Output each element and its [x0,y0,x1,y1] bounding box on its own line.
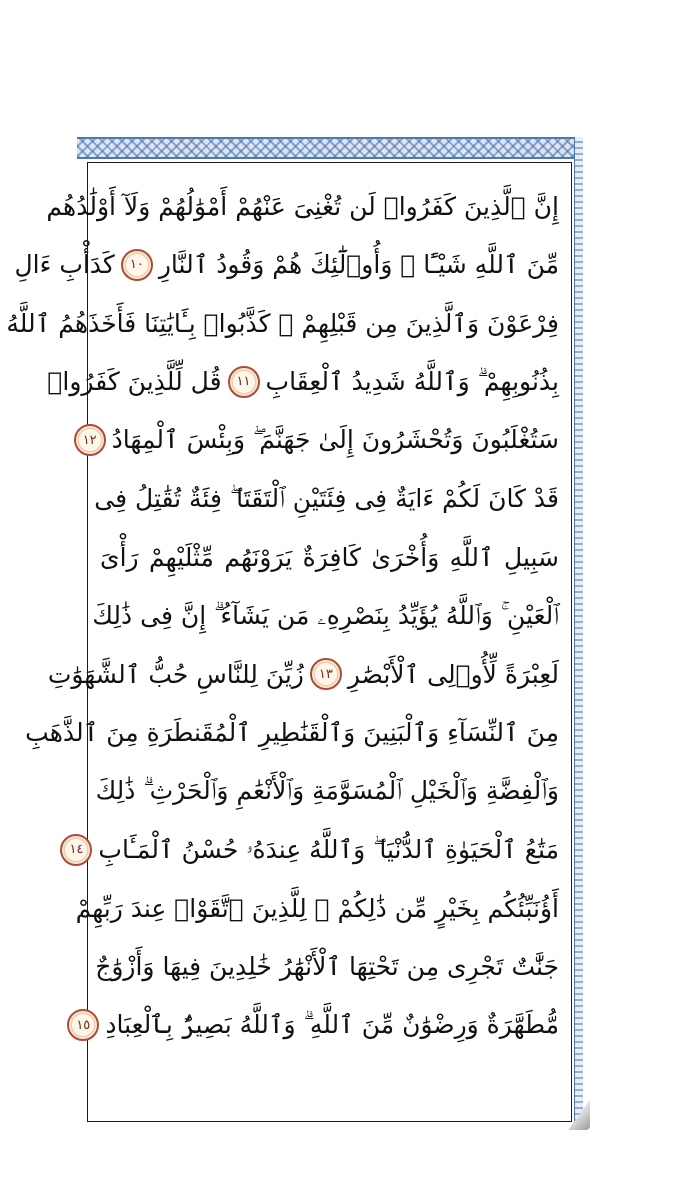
ayah-number-marker: ١٢ [74,424,106,456]
text-line-10 [25,704,559,763]
text-line-14 [95,938,559,997]
text-line-1 [46,177,559,236]
text-line-9 [47,645,559,704]
line-text-after: قُل لِّلَّذِينَ كَفَرُوا۟ [47,367,222,397]
line-text-after: كَدَأْبِ ءَالِ [14,250,115,280]
ayah-number-marker: ١٤ [60,834,92,866]
line-text: وَٱلْفِضَّةِ وَٱلْخَيْلِ ٱلْمُسَوَّمَةِ وَٱلْأَنْعَٰمِ وَٱلْحَرْثِ ۗ ذَٰلِكَ [95,776,559,806]
text-line-4 [47,353,559,412]
line-text-after: زُيِّنَ لِلنَّاسِ حُبُّ ٱلشَّهَوَٰتِ [47,659,304,689]
text-line-5 [82,411,559,470]
line-text: سَتُغْلَبُونَ وَتُحْشَرُونَ إِلَىٰ جَهَنَّمَ ۖ وَبِئْسَ ٱلْمِهَادُ [111,425,559,455]
ayah-number-marker: ١٠ [121,249,153,281]
quran-text-panel [6,162,572,1122]
ayah-number-marker: ١٥ [67,1009,99,1041]
line-text: لَعِبْرَةً لِّأُو۟لِى ٱلْأَبْصَٰرِ [347,659,559,689]
line-text: مِنَ ٱلنِّسَآءِ وَٱلْبَنِينَ وَٱلْقَنَٰطِيرِ ٱلْمُقَنطَرَةِ مِنَ ٱلذَّهَبِ [25,718,559,748]
text-line-8 [92,587,559,646]
line-text: بِذُنُوبِهِمْ ۗ وَٱللَّهُ شَدِيدُ ٱلْعِقَابِ [265,366,559,396]
text-line-3 [6,294,559,353]
line-text: قَدْ كَانَ لَكُمْ ءَايَةٌ فِى فِئَتَيْنِ ٱلْتَقَتَا ۖ فِئَةٌ تُقَٰتِلُ فِى [94,483,559,513]
text-line-11 [95,762,559,821]
top-ornament-border [77,137,583,159]
side-ornament-border [574,137,583,1127]
line-text: مُّطَهَّرَةٌ وَرِضْوَٰنٌ مِّنَ ٱللَّهِ ۗ وَٱللَّهُ بَصِيرٌۢ بِٱلْعِبَادِ [105,1010,559,1040]
line-text: ٱلْعَيْنِ ۚ وَٱللَّهُ يُؤَيِّدُ بِنَصْرِهِۦ مَن يَشَآءُ ۗ إِنَّ فِى ذَٰلِكَ [92,600,559,630]
line-text: جَنَّٰتٌ تَجْرِى مِن تَحْتِهَا ٱلْأَنْهَٰرُ خَٰلِدِينَ فِيهَا وَأَزْوَٰجٌ [95,952,559,982]
line-text: أَؤُنَبِّئُكُم بِخَيْرٍ مِّن ذَٰلِكُمْ ۚ لِلَّذِينَ ٱتَّقَوْا۟ عِندَ رَبِّهِمْ [75,893,559,923]
text-line-2 [14,236,559,295]
text-line-15 [76,996,559,1055]
line-text: مَتَٰعُ ٱلْحَيَوٰةِ ٱلدُّنْيَا ۖ وَٱللَّهُ عِندَهُۥ حُسْنُ ٱلْمَـَٔابِ [98,834,559,864]
ayah-number-marker: ١١ [228,366,260,398]
text-line-6 [94,470,559,529]
ayah-number-marker: ١٣ [310,658,342,690]
line-text: مِّنَ ٱللَّهِ شَيْـًٔا ۖ وَأُو۟لَٰٓئِكَ هُمْ وَقُودُ ٱلنَّارِ [158,250,559,280]
text-line-12 [69,821,559,880]
text-line-7 [100,528,559,587]
line-text: إِنَّ ٱلَّذِينَ كَفَرُوا۟ لَن تُغْنِىَ عَنْهُمْ أَمْوَٰلُهُمْ وَلَآ أَوْلَٰدُهُم [46,191,559,221]
text-line-13 [75,879,559,938]
line-text: فِرْعَوْنَ وَٱلَّذِينَ مِن قَبْلِهِمْ ۚ كَذَّبُوا۟ بِـَٔايَٰتِنَا فَأَخَذَهُمُ ٱللَّهُ [6,308,559,338]
mushaf-page [6,137,583,1127]
line-text: سَبِيلِ ٱللَّهِ وَأُخْرَىٰ كَافِرَةٌ يَرَوْنَهُم مِّثْلَيْهِمْ رَأْىَ [100,542,559,572]
